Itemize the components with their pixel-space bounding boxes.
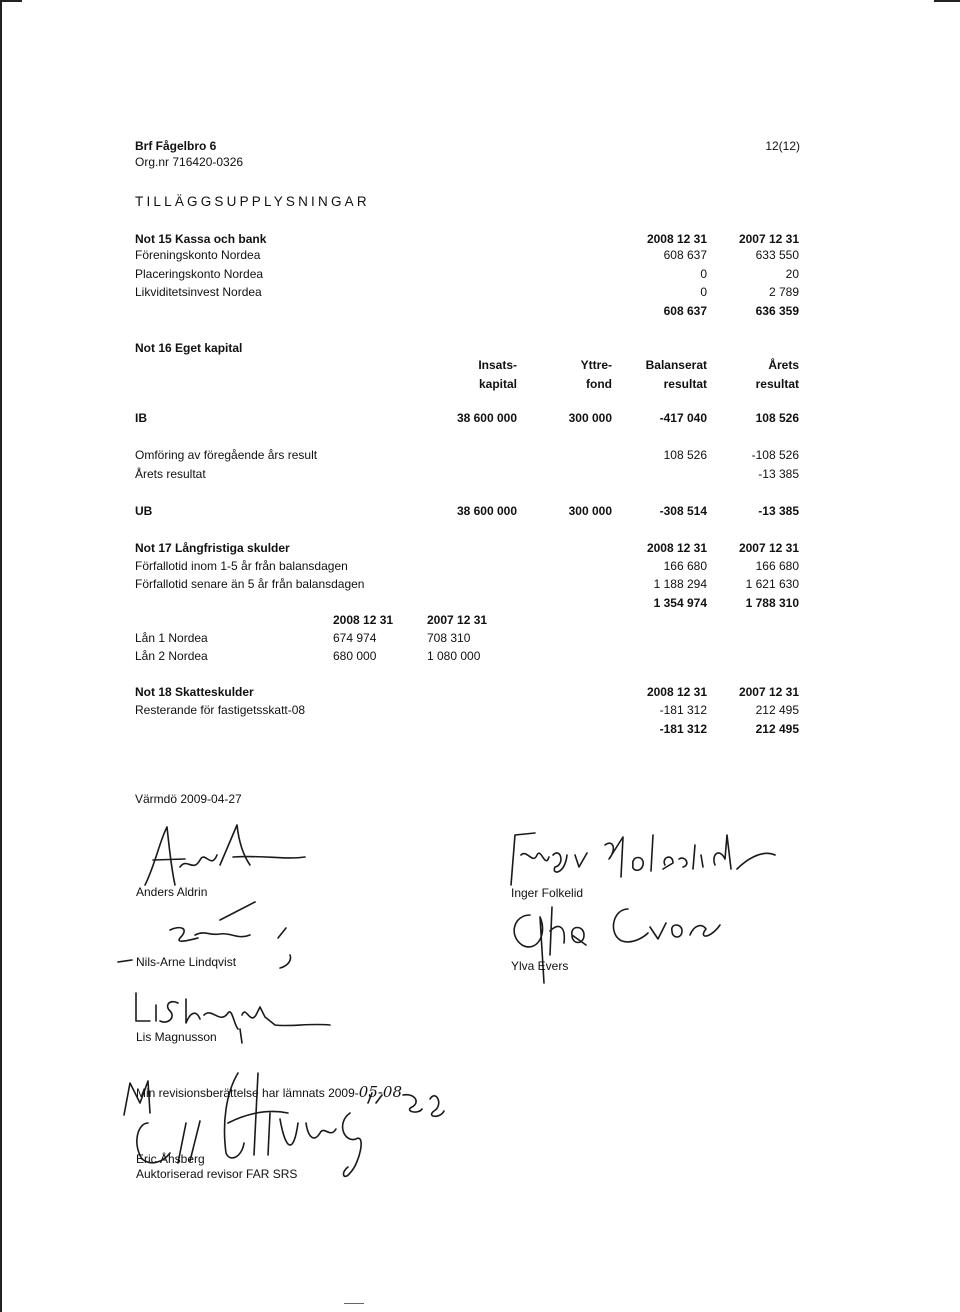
total-value: -181 312	[659, 722, 707, 736]
signature-inger-folkelid	[505, 825, 785, 895]
col-header: 2007 12 31	[738, 541, 799, 555]
col-header: 2008 12 31	[646, 685, 707, 699]
note-title: Not 16 Eget kapital	[135, 341, 243, 355]
loan-col-header: 2008 12 31	[333, 613, 394, 627]
row-value: 300 000	[568, 504, 612, 518]
row-value: 38 600 000	[456, 411, 517, 425]
row-value: -181 312	[659, 703, 707, 717]
row-value: 300 000	[568, 411, 612, 425]
row-value: 1 188 294	[653, 577, 707, 591]
row-label: Omföring av föregående års result	[135, 448, 318, 462]
loan-value: 680 000	[333, 649, 377, 663]
row-value: 108 526	[663, 448, 707, 462]
place-date: Värmdö 2009-04-27	[135, 792, 242, 806]
note-title: Not 15 Kassa och bank	[135, 232, 267, 246]
org-number: Org.nr 716420-0326	[135, 155, 244, 169]
scan-border-top	[0, 0, 22, 2]
row-label: Årets resultat	[135, 467, 206, 481]
row-value: -108 526	[751, 448, 799, 462]
signatory-name: Inger Folkelid	[511, 886, 584, 900]
col-header: kapital	[478, 377, 517, 391]
col-header: resultat	[663, 377, 707, 391]
row-value: 166 680	[663, 559, 707, 573]
audit-statement	[136, 1085, 402, 1100]
total-value: 1 354 974	[653, 596, 707, 610]
signatory-name: Anders Aldrin	[136, 885, 208, 899]
col-header: resultat	[755, 377, 799, 391]
signature-anders-aldrin	[125, 815, 325, 895]
audit-handwritten-date: 05-08	[358, 1083, 403, 1101]
scan-border-left	[0, 0, 2, 1312]
signatory-name: Nils-Arne Lindqvist	[136, 955, 237, 969]
audit-statement-text: Min revisionsberättelse har lämnats 2009-	[136, 1086, 359, 1100]
row-label: Placeringskonto Nordea	[135, 267, 264, 281]
loan-label: Lån 1 Nordea	[135, 631, 208, 645]
row-label: Resterande för fastigetsskatt-08	[135, 703, 306, 717]
col-header: Årets	[768, 358, 799, 372]
scan-mark	[344, 1303, 364, 1304]
col-header: fond	[586, 377, 612, 391]
row-value: -13 385	[758, 467, 799, 481]
row-value: -13 385	[758, 504, 799, 518]
col-header: 2008 12 31	[646, 232, 707, 246]
col-header: Balanserat	[645, 358, 707, 372]
loan-col-header: 2007 12 31	[427, 613, 488, 627]
row-label: Likviditetsinvest Nordea	[135, 285, 262, 299]
col-header: 2007 12 31	[738, 685, 799, 699]
note-title: Not 17 Långfristiga skulder	[135, 541, 290, 555]
row-label: IB	[135, 411, 147, 425]
total-value: 608 637	[663, 304, 707, 318]
loan-value: 674 974	[333, 631, 377, 645]
row-label: Förfallotid senare än 5 år från balansdagen	[135, 577, 365, 591]
row-value: 1 621 630	[745, 577, 799, 591]
total-value: 636 359	[755, 304, 799, 318]
loan-value: 708 310	[427, 631, 471, 645]
row-value: 608 637	[663, 248, 707, 262]
signatory-name: Lis Magnusson	[136, 1030, 217, 1044]
total-value: 212 495	[755, 722, 799, 736]
row-value: 633 550	[755, 248, 799, 262]
col-header: 2008 12 31	[646, 541, 707, 555]
signatory-name: Ylva Evers	[511, 959, 569, 973]
loan-value: 1 080 000	[427, 649, 481, 663]
loan-label: Lån 2 Nordea	[135, 649, 208, 663]
row-value: 0	[700, 267, 707, 281]
note-title: Not 18 Skatteskulder	[135, 685, 254, 699]
row-value: 212 495	[755, 703, 799, 717]
auditor-name: Eric Åhsberg	[136, 1152, 205, 1166]
row-label: UB	[135, 504, 153, 518]
page-title: TILLÄGGSUPPLYSNINGAR	[135, 194, 370, 209]
row-value: 166 680	[755, 559, 799, 573]
row-value: 20	[785, 267, 799, 281]
row-label: Förfallotid inom 1-5 år från balansdagen	[135, 559, 348, 573]
row-value: -308 514	[659, 504, 707, 518]
row-value: 0	[700, 285, 707, 299]
row-value: 108 526	[755, 411, 799, 425]
auditor-title: Auktoriserad revisor FAR SRS	[136, 1167, 298, 1181]
row-value: -417 040	[659, 411, 707, 425]
col-header: Insats-	[478, 358, 517, 372]
page-number: 12(12)	[765, 139, 800, 153]
col-header: Yttre-	[580, 358, 612, 372]
row-value: 38 600 000	[456, 504, 517, 518]
total-value: 1 788 310	[745, 596, 799, 610]
row-value: 2 789	[768, 285, 799, 299]
org-name: Brf Fågelbro 6	[135, 139, 217, 153]
row-label: Föreningskonto Nordea	[135, 248, 261, 262]
scan-border-top-right	[934, 0, 960, 2]
col-header: 2007 12 31	[738, 232, 799, 246]
